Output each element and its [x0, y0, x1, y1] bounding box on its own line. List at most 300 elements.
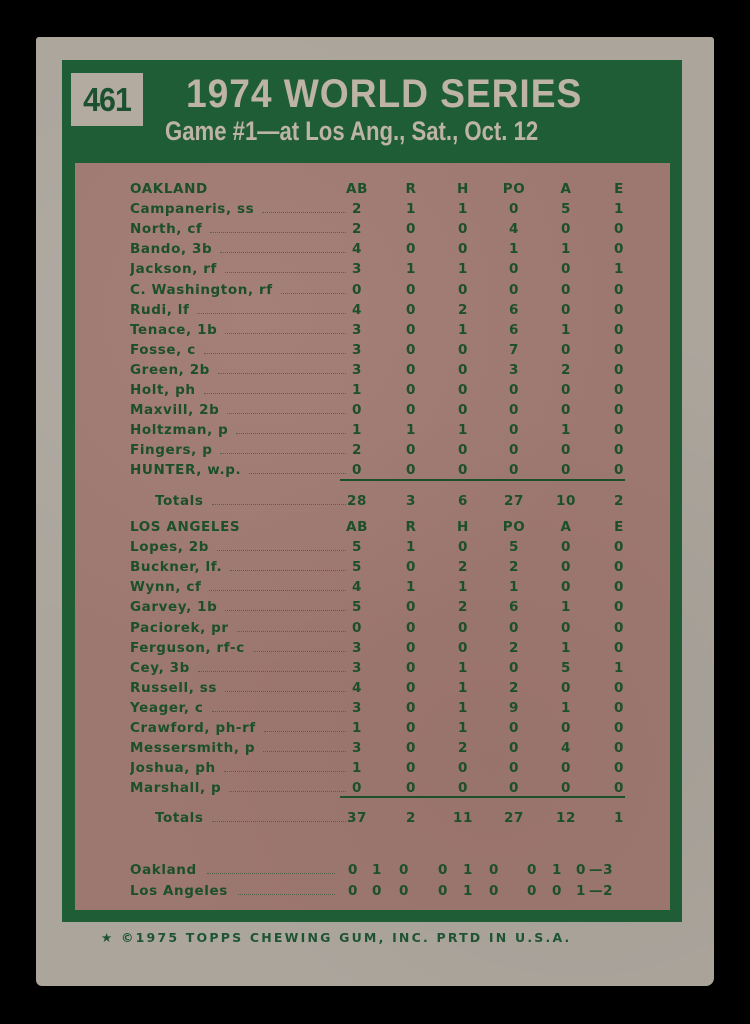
- stat-cell-a: 0: [561, 281, 571, 298]
- stat-cell-h: 1: [458, 659, 468, 676]
- stat-cell-r: 0: [406, 301, 416, 318]
- stat-cell-ab: 5: [352, 599, 362, 616]
- stat-cell-a: 0: [561, 539, 571, 556]
- inning-4-runs: 0: [438, 883, 448, 899]
- stat-cell-h: 0: [458, 539, 468, 556]
- line-score-row: [75, 881, 670, 901]
- name-text: HUNTER, w.p.: [130, 462, 242, 479]
- player-name-cell: [130, 400, 348, 420]
- stat-cell-r: 0: [406, 402, 416, 419]
- stat-cell-po: 1: [509, 241, 519, 258]
- stat-cell-a: 0: [561, 679, 571, 696]
- stat-cell-r: 0: [406, 720, 416, 736]
- stat-cell-a: 1: [561, 241, 571, 258]
- stat-cell-ab: 1: [352, 720, 362, 736]
- player-row: [75, 698, 670, 718]
- player-name-cell: [130, 320, 348, 340]
- baseball-card-back: [36, 37, 714, 986]
- stat-cell-e: 0: [614, 760, 624, 777]
- leader-dots: [197, 300, 346, 314]
- player-name-cell: [130, 618, 348, 638]
- player-name-cell: [130, 537, 348, 557]
- stat-cell-ab: 3: [352, 659, 362, 676]
- player-name-cell: [130, 577, 348, 597]
- stat-cell-a: 0: [561, 619, 571, 636]
- stat-cell-e: 0: [614, 281, 624, 298]
- card-subtitle: Game #1—at Los Ang., Sat., Oct. 12: [165, 116, 539, 146]
- player-name-cell: [130, 239, 348, 259]
- stat-cell-a: 0: [561, 780, 571, 797]
- stat-cell-ab: 0: [352, 281, 362, 298]
- stat-cell-h: 1: [458, 699, 468, 716]
- stat-cell-h: 2: [458, 301, 468, 318]
- player-name-cell: [130, 300, 348, 320]
- stat-cell-e: 0: [614, 442, 624, 459]
- name-text: Ferguson, rf-c: [130, 639, 245, 656]
- stat-cell-e: 0: [614, 382, 624, 398]
- inning-5-runs: 1: [463, 883, 473, 899]
- stat-cell-r: 0: [406, 760, 416, 777]
- player-row: [75, 597, 670, 617]
- final-score: —3: [589, 862, 614, 878]
- stat-cell-po: 0: [509, 780, 519, 797]
- stat-cell-h: 0: [458, 442, 468, 459]
- leader-dots: [210, 219, 346, 233]
- player-row: [75, 738, 670, 758]
- leader-dots: [263, 738, 346, 752]
- team-header-row: [75, 179, 670, 199]
- player-name-cell: [130, 199, 348, 219]
- stat-cell-e: 0: [614, 679, 624, 696]
- copyright-footer: ★ ©1975 TOPPS CHEWING GUM, INC. PRTD IN U.S.A.: [101, 930, 572, 945]
- leader-dots: [253, 638, 346, 652]
- stat-cell-po: 0: [509, 422, 519, 439]
- leader-dots: [225, 597, 346, 611]
- player-name-cell: [130, 517, 348, 537]
- player-name-cell: [130, 698, 348, 718]
- stat-cell-r: 0: [406, 639, 416, 656]
- stat-cell-h: 11: [453, 810, 473, 827]
- stat-cell-ab: 5: [352, 539, 362, 556]
- inning-3-runs: 0: [399, 883, 409, 899]
- player-row: [75, 300, 670, 320]
- stat-cell-po: 2: [509, 639, 519, 656]
- leader-dots: [217, 537, 346, 551]
- stat-cell-po: 2: [509, 559, 519, 576]
- player-name-cell: [130, 460, 348, 480]
- leader-dots: [225, 320, 346, 334]
- name-text: North, cf: [130, 221, 203, 238]
- stat-cell-ab: 3: [352, 341, 362, 358]
- stat-cell-ab: 4: [352, 579, 362, 596]
- stat-cell-po: 27: [504, 810, 524, 827]
- stat-cell-a: 12: [556, 810, 576, 827]
- inning-3-runs: 0: [399, 862, 409, 878]
- stat-cell-po: 6: [509, 599, 519, 616]
- player-name-cell: [130, 219, 348, 239]
- stat-cell-e: 1: [614, 810, 624, 827]
- player-row: [75, 360, 670, 380]
- player-name-cell: [130, 259, 348, 279]
- name-text: Yeager, c: [130, 699, 204, 716]
- stat-cell-po: 6: [509, 321, 519, 338]
- stat-cell-e: 0: [614, 422, 624, 439]
- stat-cell-ab: 1: [352, 382, 362, 398]
- stat-cell-ab: 28: [347, 492, 367, 509]
- name-text: Garvey, 1b: [130, 599, 218, 616]
- inning-2-runs: 1: [372, 862, 382, 878]
- inning-7-runs: 0: [527, 862, 537, 878]
- stat-cell-po: 4: [509, 221, 519, 238]
- card-title: 1974 WORLD SERIES: [186, 72, 583, 116]
- player-row: [75, 537, 670, 557]
- inning-5-runs: 1: [463, 862, 473, 878]
- stat-cell-h: 1: [458, 321, 468, 338]
- stat-cell-e: 2: [614, 492, 624, 509]
- inning-9-runs: 1: [576, 883, 586, 899]
- stat-cell-ab: 4: [352, 679, 362, 696]
- name-text: Messersmith, p: [130, 740, 256, 757]
- player-row: [75, 577, 670, 597]
- player-row: [75, 340, 670, 360]
- stat-cell-ab: 1: [352, 760, 362, 777]
- stat-cell-e: 0: [614, 361, 624, 378]
- leader-dots: [281, 280, 346, 294]
- stat-cell-e: 0: [614, 559, 624, 576]
- player-row: [75, 758, 670, 778]
- name-text: Buckner, lf.: [130, 559, 223, 576]
- player-name-cell: [130, 440, 348, 460]
- name-text: Cey, 3b: [130, 659, 190, 676]
- stat-cell-ab: AB: [346, 181, 368, 197]
- stat-cell-e: 0: [614, 619, 624, 636]
- name-text: C. Washington, rf: [130, 281, 273, 298]
- stat-cell-po: 0: [509, 442, 519, 459]
- player-name-cell: [130, 778, 348, 798]
- leader-dots: [236, 420, 346, 434]
- stat-cell-h: 0: [458, 241, 468, 258]
- stat-cell-h: 0: [458, 341, 468, 358]
- stat-cell-a: 0: [561, 382, 571, 398]
- line-score-team: [130, 881, 335, 901]
- player-name-cell: [130, 557, 348, 577]
- name-text: Green, 2b: [130, 361, 210, 378]
- stat-cell-ab: 3: [352, 639, 362, 656]
- stat-cell-a: 0: [561, 261, 571, 278]
- stat-cell-a: 0: [561, 221, 571, 238]
- stat-cell-a: 10: [556, 492, 576, 509]
- player-row: [75, 638, 670, 658]
- player-row: [75, 460, 670, 480]
- leader-dots: [227, 400, 346, 414]
- stat-cell-h: 0: [458, 619, 468, 636]
- stat-cell-po: 3: [509, 361, 519, 378]
- leader-dots: [218, 360, 346, 374]
- stat-cell-h: 1: [458, 679, 468, 696]
- stat-cell-po: 0: [509, 462, 519, 479]
- stat-cell-h: H: [457, 181, 469, 197]
- stat-cell-r: 3: [406, 492, 416, 509]
- stat-cell-ab: 3: [352, 261, 362, 278]
- stat-cell-a: 2: [561, 361, 571, 378]
- green-frame: [62, 60, 682, 922]
- stat-cell-r: 1: [406, 579, 416, 596]
- stat-cell-ab: 2: [352, 442, 362, 459]
- stat-cell-h: 1: [458, 201, 468, 218]
- stat-cell-po: 2: [509, 679, 519, 696]
- stat-cell-h: 0: [458, 221, 468, 238]
- player-row: [75, 618, 670, 638]
- stat-cell-h: 0: [458, 780, 468, 797]
- leader-dots: [212, 698, 346, 712]
- name-text: Marshall, p: [130, 780, 222, 797]
- leader-dots: [229, 778, 346, 792]
- inning-8-runs: 0: [552, 883, 562, 899]
- player-name-cell: [130, 280, 348, 300]
- leader-dots: [225, 259, 346, 273]
- stat-cell-po: 0: [509, 659, 519, 676]
- player-row: [75, 440, 670, 460]
- leader-dots: [207, 860, 335, 874]
- stat-cell-e: 0: [614, 780, 624, 797]
- stat-cell-ab: 5: [352, 559, 362, 576]
- player-row: [75, 320, 670, 340]
- totals-row: [75, 808, 670, 828]
- name-text: Crawford, ph-rf: [130, 720, 256, 736]
- stat-cell-h: 0: [458, 639, 468, 656]
- stat-cell-r: 0: [406, 780, 416, 797]
- stat-cell-h: 2: [458, 559, 468, 576]
- stat-cell-r: 0: [406, 341, 416, 358]
- stat-cell-po: 1: [509, 579, 519, 596]
- leader-dots: [204, 380, 346, 394]
- stat-cell-h: 0: [458, 382, 468, 398]
- stat-cell-e: 0: [614, 341, 624, 358]
- leader-dots: [230, 557, 346, 571]
- team-name: Los Angeles: [130, 883, 228, 899]
- stat-cell-r: 0: [406, 442, 416, 459]
- stat-cell-h: 0: [458, 402, 468, 419]
- stat-cell-h: 1: [458, 261, 468, 278]
- player-name-cell: [130, 179, 348, 199]
- stat-cell-e: 0: [614, 639, 624, 656]
- box-score-panel: [75, 163, 670, 910]
- card-number: 461: [83, 80, 131, 118]
- stat-cell-e: 0: [614, 579, 624, 596]
- stat-cell-ab: 4: [352, 241, 362, 258]
- stat-cell-a: 1: [561, 321, 571, 338]
- leader-dots: [237, 618, 346, 632]
- stat-cell-r: 0: [406, 659, 416, 676]
- leader-dots: [209, 577, 346, 591]
- line-score-row: [75, 860, 670, 880]
- stat-cell-e: 0: [614, 402, 624, 419]
- player-name-cell: [130, 638, 348, 658]
- stat-cell-po: 0: [509, 760, 519, 777]
- stat-cell-r: 0: [406, 559, 416, 576]
- player-row: [75, 380, 670, 400]
- stat-cell-e: 0: [614, 241, 624, 258]
- name-text: Tenace, 1b: [130, 321, 218, 338]
- player-row: [75, 259, 670, 279]
- stat-cell-r: R: [405, 519, 417, 535]
- stat-cell-a: 5: [561, 659, 571, 676]
- final-score: —2: [589, 883, 614, 899]
- stat-cell-h: H: [457, 519, 469, 535]
- stat-cell-h: 1: [458, 720, 468, 736]
- stat-cell-r: 1: [406, 539, 416, 556]
- stat-cell-a: A: [560, 519, 572, 535]
- inning-1-runs: 0: [348, 883, 358, 899]
- stat-cell-ab: 2: [352, 221, 362, 238]
- stat-cell-a: 5: [561, 201, 571, 218]
- leader-dots: [225, 678, 346, 692]
- inning-2-runs: 0: [372, 883, 382, 899]
- stat-cell-e: 1: [614, 659, 624, 676]
- player-row: [75, 239, 670, 259]
- name-text: Holtzman, p: [130, 422, 229, 439]
- stat-cell-h: 0: [458, 361, 468, 378]
- stat-cell-e: E: [614, 181, 624, 197]
- stat-cell-a: 0: [561, 442, 571, 459]
- name-text: Rudi, lf: [130, 301, 190, 318]
- stat-cell-ab: 2: [352, 201, 362, 218]
- inning-9-runs: 0: [576, 862, 586, 878]
- stat-cell-ab: 37: [347, 810, 367, 827]
- player-row: [75, 400, 670, 420]
- leader-dots: [238, 881, 335, 895]
- player-name-cell: [130, 678, 348, 698]
- player-row: [75, 219, 670, 239]
- stat-cell-ab: 1: [352, 422, 362, 439]
- stat-cell-h: 1: [458, 579, 468, 596]
- player-row: [75, 280, 670, 300]
- stat-cell-ab: 0: [352, 619, 362, 636]
- stat-cell-r: 0: [406, 679, 416, 696]
- stat-cell-r: 0: [406, 462, 416, 479]
- stat-cell-ab: 3: [352, 321, 362, 338]
- stat-cell-po: 6: [509, 301, 519, 318]
- stat-cell-e: 0: [614, 740, 624, 757]
- stat-cell-h: 2: [458, 740, 468, 757]
- totals-rule: [340, 796, 625, 798]
- stat-cell-r: 1: [406, 422, 416, 439]
- stat-cell-h: 1: [458, 422, 468, 439]
- stat-cell-h: 0: [458, 281, 468, 298]
- stat-cell-a: 4: [561, 740, 571, 757]
- stat-cell-e: E: [614, 519, 624, 535]
- inning-7-runs: 0: [527, 883, 537, 899]
- stat-cell-ab: 0: [352, 462, 362, 479]
- team-name: Oakland: [130, 862, 197, 878]
- stat-cell-po: 0: [509, 261, 519, 278]
- leader-dots: [198, 658, 346, 672]
- leader-dots: [212, 808, 346, 822]
- stat-cell-ab: 4: [352, 301, 362, 318]
- stat-cell-a: 1: [561, 639, 571, 656]
- player-name-cell: [155, 491, 348, 511]
- stat-cell-a: 0: [561, 402, 571, 419]
- inning-8-runs: 1: [552, 862, 562, 878]
- stat-cell-po: 0: [509, 402, 519, 419]
- team-header-row: [75, 517, 670, 537]
- stat-cell-e: 0: [614, 301, 624, 318]
- player-row: [75, 420, 670, 440]
- player-row: [75, 199, 670, 219]
- stat-cell-e: 0: [614, 221, 624, 238]
- player-name-cell: [130, 420, 348, 440]
- stat-cell-po: PO: [502, 181, 526, 197]
- name-text: Fingers, p: [130, 442, 213, 459]
- player-name-cell: [130, 758, 348, 778]
- stat-cell-ab: 3: [352, 361, 362, 378]
- player-name-cell: [130, 380, 348, 400]
- name-text: Totals: [155, 810, 204, 827]
- stat-cell-a: 0: [561, 341, 571, 358]
- card-number-box: [71, 73, 143, 126]
- stat-cell-e: 0: [614, 321, 624, 338]
- name-text: Wynn, cf: [130, 579, 202, 596]
- stat-cell-po: 27: [504, 492, 524, 509]
- name-text: Bando, 3b: [130, 241, 213, 258]
- stat-cell-h: 2: [458, 599, 468, 616]
- player-name-cell: [130, 738, 348, 758]
- player-name-cell: [155, 808, 348, 828]
- stat-cell-po: PO: [502, 519, 526, 535]
- inning-1-runs: 0: [348, 862, 358, 878]
- stat-cell-a: 1: [561, 422, 571, 439]
- leader-dots: [212, 491, 346, 505]
- player-row: [75, 778, 670, 798]
- stat-cell-e: 0: [614, 699, 624, 716]
- inning-4-runs: 0: [438, 862, 448, 878]
- name-text: OAKLAND: [130, 181, 208, 197]
- stat-cell-e: 0: [614, 462, 624, 479]
- name-text: LOS ANGELES: [130, 519, 241, 535]
- stat-cell-po: 0: [509, 281, 519, 298]
- stat-cell-ab: AB: [346, 519, 368, 535]
- stat-cell-a: 0: [561, 760, 571, 777]
- player-name-cell: [130, 340, 348, 360]
- stat-cell-ab: 0: [352, 402, 362, 419]
- stat-cell-r: 0: [406, 619, 416, 636]
- stat-cell-h: 6: [458, 492, 468, 509]
- stat-cell-r: 0: [406, 382, 416, 398]
- line-score-team: [130, 860, 335, 880]
- name-text: Paciorek, pr: [130, 619, 229, 636]
- name-text: Campaneris, ss: [130, 201, 255, 218]
- stat-cell-r: 1: [406, 261, 416, 278]
- stat-cell-ab: 0: [352, 780, 362, 797]
- stat-cell-po: 0: [509, 720, 519, 736]
- stat-cell-r: 0: [406, 281, 416, 298]
- name-text: Lopes, 2b: [130, 539, 210, 556]
- stat-cell-e: 0: [614, 720, 624, 736]
- stat-cell-r: 0: [406, 740, 416, 757]
- name-text: Joshua, ph: [130, 760, 216, 777]
- stat-cell-e: 0: [614, 599, 624, 616]
- stat-cell-a: A: [560, 181, 572, 197]
- stat-cell-po: 0: [509, 201, 519, 218]
- leader-dots: [262, 199, 346, 213]
- stat-cell-a: 1: [561, 699, 571, 716]
- inning-6-runs: 0: [489, 883, 499, 899]
- stat-cell-r: 1: [406, 201, 416, 218]
- name-text: Fosse, c: [130, 341, 196, 358]
- name-text: Totals: [155, 492, 204, 509]
- stat-cell-r: 0: [406, 321, 416, 338]
- player-name-cell: [130, 597, 348, 617]
